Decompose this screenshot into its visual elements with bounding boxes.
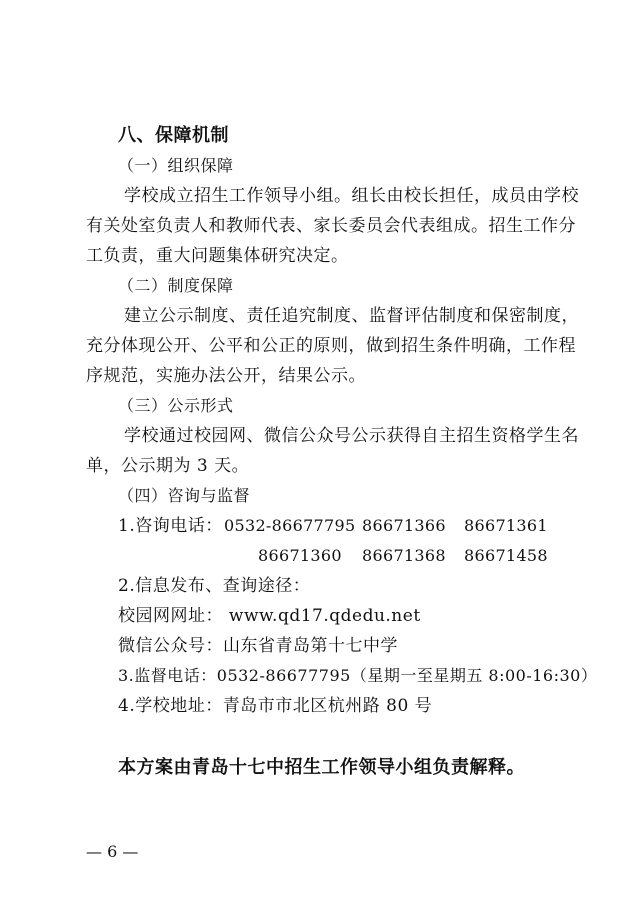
system-paragraph-line: 序规范，实施办法公开，结果公示。: [86, 366, 366, 386]
publicity-paragraph-line: 学校通过校园网、微信公众号公示获得自主招生资格学生名: [124, 426, 579, 446]
address-line: 4.学校地址：青岛市市北区杭州路 80 号: [118, 696, 433, 716]
info-label: 2.信息发布、查询途径：: [118, 576, 311, 596]
phone-number: 86671360: [258, 546, 342, 565]
phone-number: 86671366: [362, 516, 446, 535]
section-heading: 八、保障机制: [118, 125, 229, 146]
final-note: 本方案由青岛十七中招生工作领导小组负责解释。: [118, 757, 525, 778]
system-heading: （二）制度保障: [118, 276, 234, 295]
org-paragraph-line: 学校成立招生工作领导小组。组长由校长担任，成员由学校: [124, 186, 579, 206]
consult-heading: （四）咨询与监督: [118, 486, 251, 505]
supervision-line: 3.监督电话：0532-86677795（星期一至星期五 8:00-16:30）: [118, 666, 598, 685]
system-paragraph-line: 建立公示制度、责任追究制度、监督评估制度和保密制度，: [124, 306, 579, 326]
phone-number: 86671368: [362, 546, 446, 565]
org-heading: （一）组织保障: [118, 156, 234, 175]
website-line: 校园网网址： www.qd17.qdedu.net: [118, 606, 421, 626]
phone-number: 0532-86677795: [224, 516, 356, 535]
org-paragraph-line: 有关处室负责人和教师代表、家长委员会代表组成。招生工作分: [86, 216, 576, 236]
system-paragraph-line: 充分体现公开、公平和公正的原则，做到招生条件明确，工作程: [86, 336, 576, 356]
phone-number: 86671361: [464, 516, 548, 535]
page-number: — 6 —: [86, 842, 139, 861]
phone-label: 1.咨询电话：: [118, 516, 223, 536]
org-paragraph-line: 工负责，重大问题集体研究决定。: [86, 246, 349, 266]
publicity-heading: （三）公示形式: [118, 396, 234, 415]
publicity-paragraph-line: 单，公示期为 3 天。: [86, 456, 250, 476]
phone-number: 86671458: [464, 546, 548, 565]
wechat-line: 微信公众号：山东省青岛第十七中学: [118, 636, 398, 656]
